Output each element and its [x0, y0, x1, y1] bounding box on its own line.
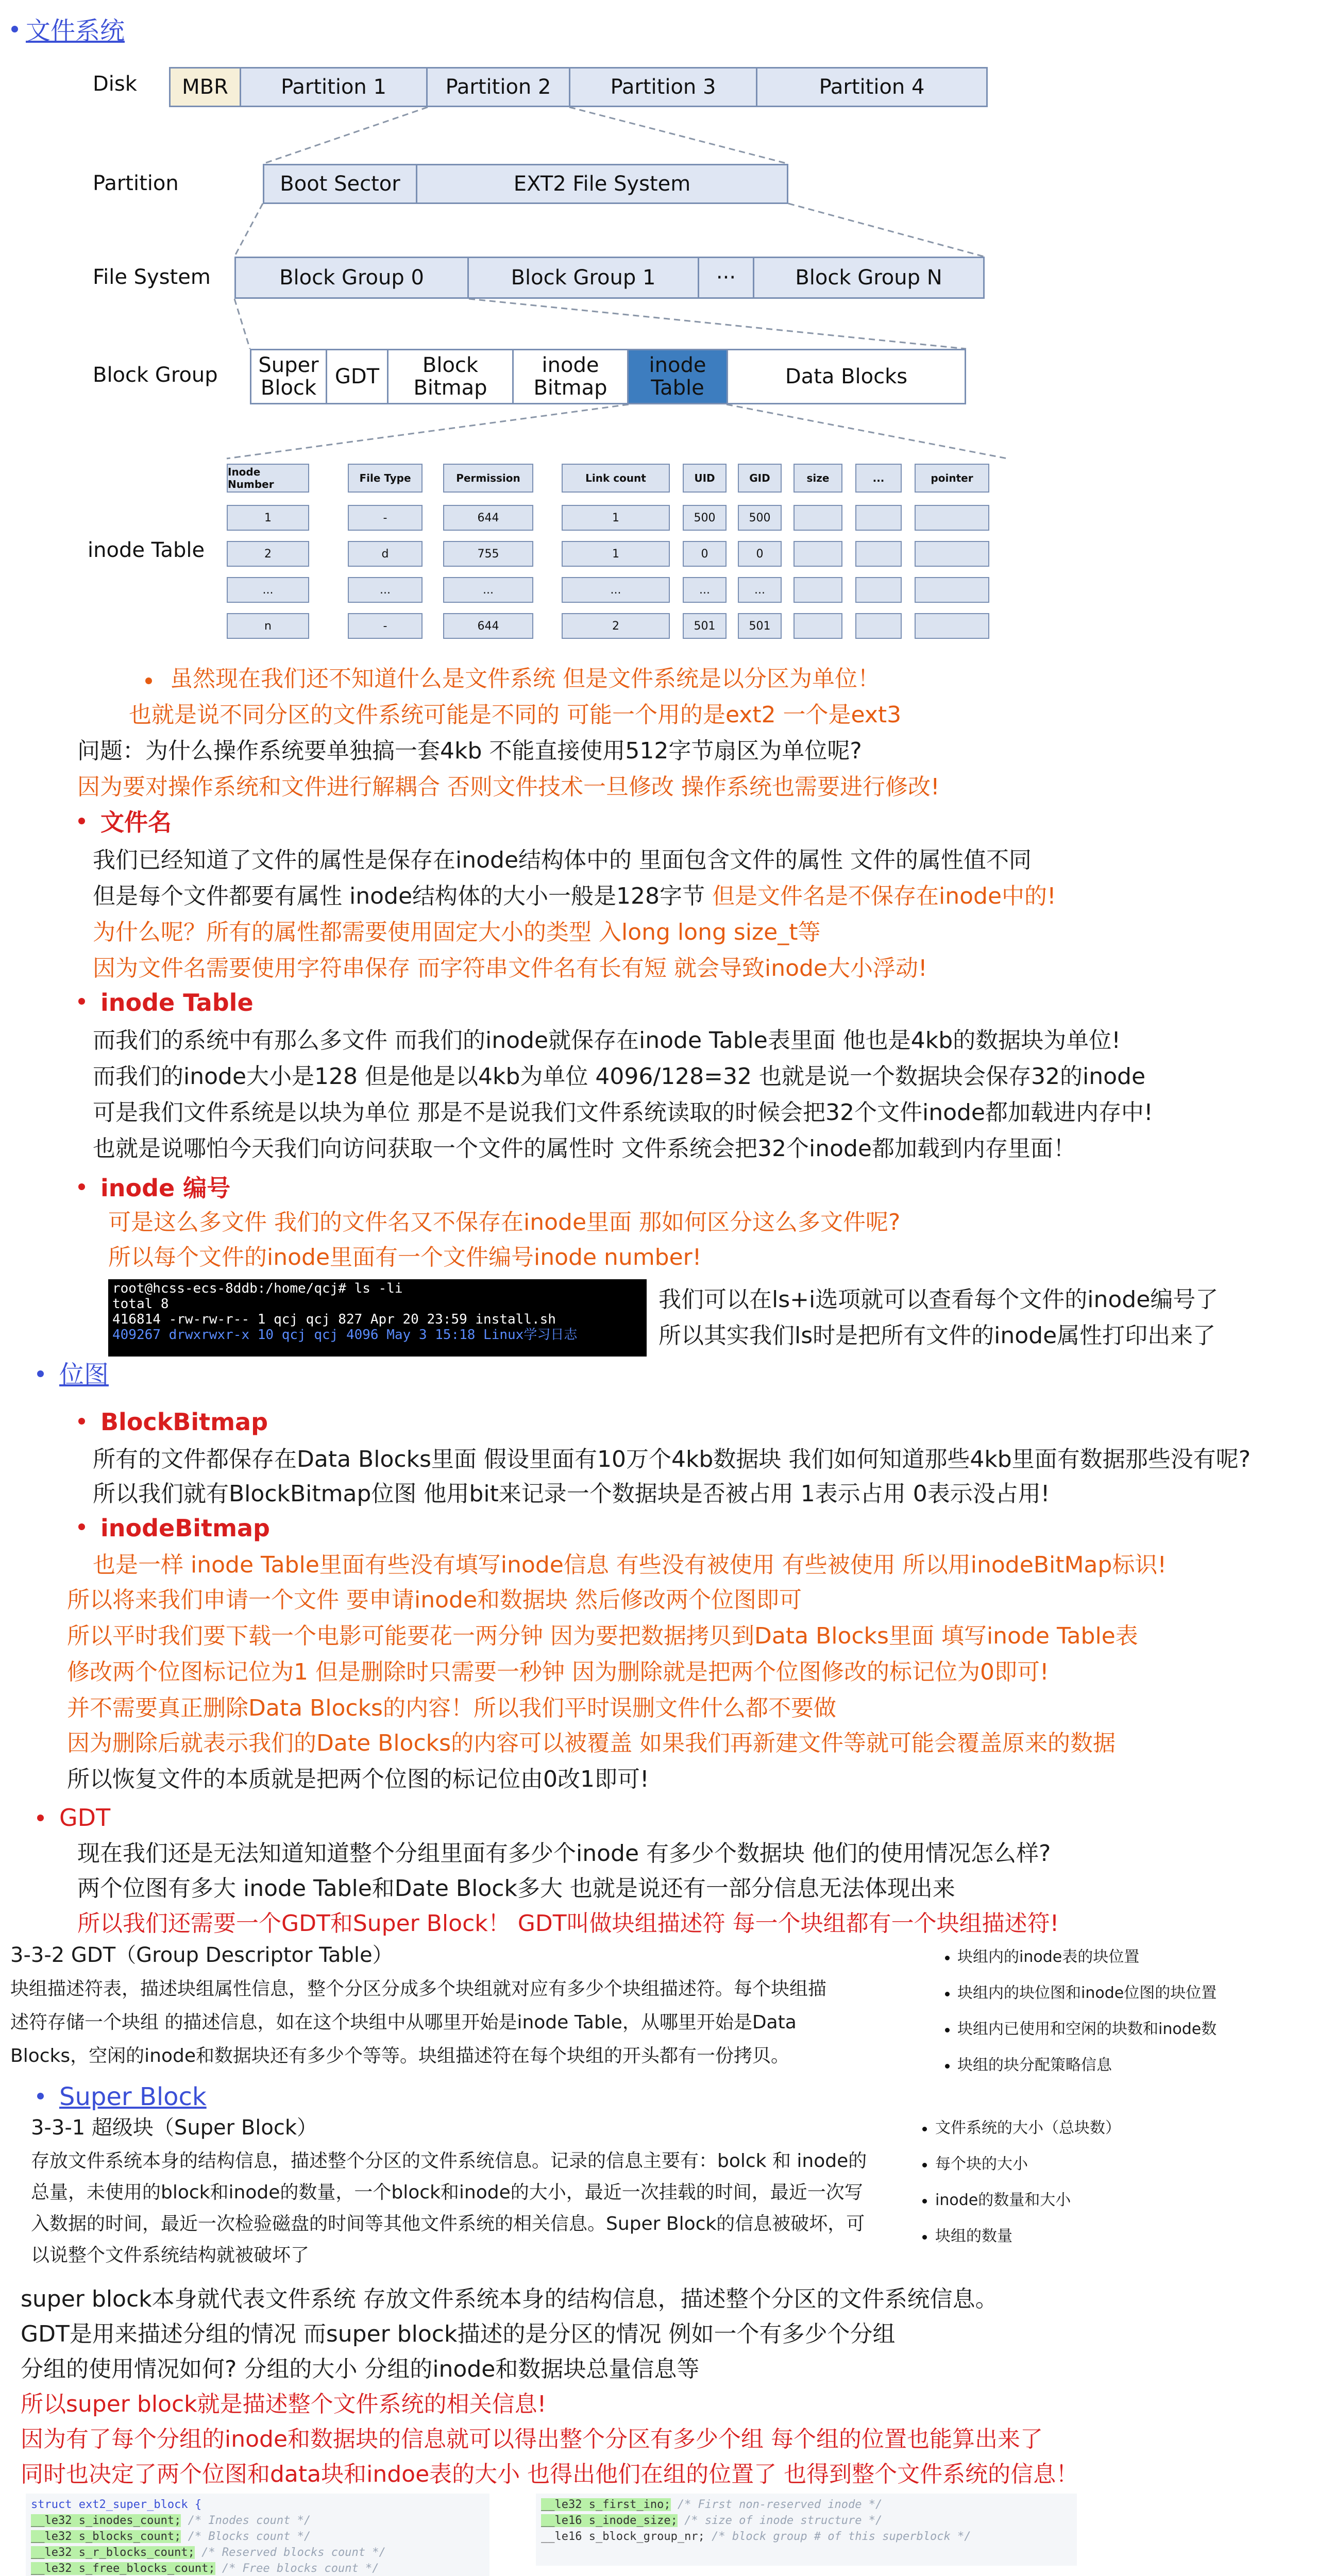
code-text: __le32 s_first_ino;	[541, 2498, 671, 2511]
bullet-dot	[145, 677, 152, 684]
partition-2-box: Partition 2	[426, 67, 570, 107]
heading-inode-number: inode 编号	[100, 1174, 231, 1202]
boot-sector-box: Boot Sector	[263, 164, 417, 204]
inode-table-cell: d	[348, 541, 423, 567]
text-line: 所以其实我们ls时是把所有文件的inode属性打印出来了	[658, 1323, 1216, 1349]
inode-table-cell: 500	[683, 505, 727, 531]
inode-table-cell	[915, 577, 989, 603]
text-line: 所有的文件都保存在Data Blocks里面 假设里面有10万个4kb数据块 我们如何知道那些4kb里面有数据那些没有呢?	[93, 1446, 1251, 1472]
col-header-permission: Permission	[443, 464, 533, 493]
inode-table-cell: n	[227, 613, 309, 639]
bullet-dot	[945, 1992, 950, 1996]
text-line: 并不需要真正删除Data Blocks的内容！所以我们平时误删文件什么都不要做	[67, 1695, 836, 1721]
bullet-dot	[922, 2235, 927, 2240]
inode-table-cell	[855, 577, 902, 603]
terminal-line: total 8	[112, 1296, 169, 1312]
code-line	[31, 2561, 484, 2576]
text-line: 所以我们还需要一个GDT和Super Block！ GDT叫做块组描述符 每一个块组都有一个块组描述符!	[77, 1910, 1059, 1937]
code-line	[31, 2529, 484, 2545]
heading-inode-bitmap: inodeBitmap	[100, 1514, 270, 1542]
label-disk: Disk	[93, 72, 137, 96]
code-text: struct ext2_super_block {	[31, 2498, 202, 2511]
inode-table-cell: 501	[683, 613, 727, 639]
bullet-dot	[945, 2028, 950, 2032]
block-group-1-box: Block Group 1	[467, 257, 699, 299]
code-line	[541, 2513, 1072, 2529]
bullet-dot	[922, 2163, 927, 2167]
inode-table-cell: 644	[443, 613, 533, 639]
inode-table-cell: 2	[227, 541, 309, 567]
inode-table-cell: 501	[738, 613, 782, 639]
text-span: 但是每个文件都要有属性 inode结构体的大小一般是128字节	[93, 883, 712, 909]
inode-table-cell: 2	[562, 613, 670, 639]
super-block-box: Super Block	[250, 349, 327, 404]
text-line: 所以super block就是描述整个文件系统的相关信息!	[21, 2391, 547, 2417]
inode-table-cell	[793, 541, 842, 567]
inode-table-cell: 0	[683, 541, 727, 567]
text-line: 而我们的系统中有那么多文件 而我们的inode就保存在inode Table表里面 他也是4kb的数据块为单位!	[93, 1027, 1121, 1054]
code-comment: /* First non-reserved inode */	[670, 2498, 883, 2511]
data-blocks-box: Data Blocks	[727, 349, 966, 404]
superblock-book-heading: 3-3-1 超级块（Super Block）	[31, 2116, 318, 2140]
inode-table-cell	[855, 505, 902, 531]
terminal-line: root@hcss-ecs-8ddb:/home/qcj# ls -li	[112, 1281, 403, 1296]
block-group-0-box: Block Group 0	[234, 257, 469, 299]
code-comment: /* size of inode structure */	[677, 2514, 883, 2527]
heading-inode-table: inode Table	[100, 989, 254, 1016]
gdt-book-heading: 3-3-2 GDT（Group Descriptor Table）	[10, 1943, 393, 1967]
gdt-book-text: Blocks，空闲的inode和数据块还有多少个等等。块组描述符在每个块组的开头都有一份拷贝。	[10, 2045, 789, 2066]
sb-note: 每个块的大小	[935, 2155, 1028, 2173]
inode-table-cell: 1	[227, 505, 309, 531]
mbr-box: MBR	[169, 67, 241, 107]
code-line	[541, 2529, 1072, 2545]
gdt-note: 块组的块分配策略信息	[957, 2056, 1112, 2074]
col-header-inode-number: Inode Number	[227, 464, 309, 493]
inode-table-cell	[793, 505, 842, 531]
code-text: __le32 s_r_blocks_count;	[31, 2546, 195, 2559]
inode-table-cell	[915, 613, 989, 639]
text-line: 因为有了每个分组的inode和数据块的信息就可以得出整个分区有多少个组 每个组的位置也能算出来了	[21, 2426, 1043, 2452]
col-header-gid: GID	[738, 464, 782, 493]
inode-table-cell	[855, 541, 902, 567]
inode-table-cell	[915, 541, 989, 567]
text-line: 而我们的inode大小是128 但是他是以4kb为单位 4096/128=32 也就是说一个数据块会保存32的inode	[93, 1063, 1146, 1090]
bullet-dot	[78, 998, 85, 1005]
sb-note: inode的数量和大小	[935, 2191, 1071, 2209]
text-line: 修改两个位图标记位为1 但是删除时只需要一秒钟 因为删除就是把两个位图修改的标记位为0即可!	[67, 1659, 1049, 1685]
code-text: __le16 s_inode_size;	[541, 2514, 678, 2527]
code-text: __le16 s_block_group_nr;	[541, 2530, 705, 2543]
superblock-book-text: 总量，未使用的block和inode的数量，一个block和inode的大小，最近一次挂载的时间，最近一次写	[31, 2182, 863, 2203]
gdt-book-text: 述符存储一个块组 的描述信息，如在这个块组中从哪里开始是inode Table，从哪里开始是Data	[10, 2012, 797, 2033]
text-line: 所以将来我们申请一个文件 要申请inode和数据块 然后修改两个位图即可	[67, 1587, 802, 1613]
bullet-dot	[922, 2127, 927, 2131]
code-line	[31, 2497, 484, 2513]
sb-note: 块组的数量	[935, 2227, 1012, 2245]
col-header-file-type: File Type	[348, 464, 423, 493]
inode-table-cell: ...	[683, 577, 727, 603]
code-line	[31, 2545, 484, 2561]
text-line: 也就是说哪怕今天我们向访问获取一个文件的属性时 文件系统会把32个inode都加载到内存里面！	[93, 1136, 1076, 1162]
inode-table-cell	[855, 613, 902, 639]
bullet-dot	[945, 2064, 950, 2069]
text-line: 我们已经知道了文件的属性是保存在inode结构体中的 里面包含文件的属性 文件的属性值不同	[93, 847, 1032, 873]
col-header-ellipsis: ...	[855, 464, 902, 493]
text-line: 问题：为什么操作系统要单独搞一套4kb 不能直接使用512字节扇区为单位呢?	[77, 738, 862, 764]
inode-table-cell	[793, 613, 842, 639]
section-title-filesystem[interactable]: 文件系统	[26, 16, 125, 45]
code-line	[541, 2497, 1072, 2513]
inode-table-cell: 0	[738, 541, 782, 567]
terminal-line: 416814 -rw-rw-r-- 1 qcj qcj 827 Apr 20 23:59 install.sh	[112, 1311, 556, 1327]
bullet-dot	[78, 1523, 85, 1530]
gdt-note: 块组内的块位图和inode位图的块位置	[957, 1984, 1217, 2002]
superblock-book-text: 存放文件系统本身的结构信息，描述整个分区的文件系统信息。记录的信息主要有：bolck 和 inode的	[31, 2150, 867, 2172]
bullet-dot	[37, 1370, 44, 1377]
text-line: GDT是用来描述分组的情况 而super block描述的是分区的情况 例如一个有多少个分组	[21, 2321, 896, 2347]
partition-1-box: Partition 1	[240, 67, 428, 107]
inode-bitmap-box: inode Bitmap	[512, 349, 629, 404]
code-text: __le32 s_free_blocks_count;	[31, 2562, 215, 2575]
code-comment: /* Free blocks count */	[215, 2562, 379, 2575]
code-line	[31, 2513, 484, 2529]
block-bitmap-box: Block Bitmap	[387, 349, 514, 404]
text-line: 也就是说不同分区的文件系统可能是不同的 可能一个用的是ext2 一个是ext3	[129, 702, 902, 728]
text-line: super block本身就代表文件系统 存放文件系统本身的结构信息，描述整个分区的文件系统信息。	[21, 2286, 998, 2312]
ext2-filesystem-box: EXT2 File System	[416, 164, 788, 204]
partition-3-box: Partition 3	[569, 67, 757, 107]
col-header-link-count: Link count	[562, 464, 670, 493]
partition-4-box: Partition 4	[756, 67, 988, 107]
section-title-super-block[interactable]: Super Block	[59, 2082, 207, 2111]
gdt-box: GDT	[326, 349, 389, 404]
text-line: 所以每个文件的inode里面有一个文件编号inode number!	[108, 1244, 702, 1270]
text-line: 也是一样 inode Table里面有些没有填写inode信息 有些没有被使用 有些被使用 所以用inodeBitMap标识!	[93, 1552, 1167, 1578]
code-comment: /* Blocks count */	[181, 2530, 311, 2543]
text-line: 为什么呢？所有的属性都需要使用固定大小的类型 入long long size_t等	[93, 919, 821, 945]
code-text: __le32 s_blocks_count;	[31, 2530, 181, 2543]
text-line: 分组的使用情况如何? 分组的大小 分组的inode和数据块总量信息等	[21, 2356, 700, 2382]
inode-table-cell: 644	[443, 505, 533, 531]
text-line: 现在我们还是无法知道知道整个分组里面有多少个inode 有多少个数据块 他们的使用情况怎么样?	[77, 1840, 1051, 1867]
text-line: 虽然现在我们还不知道什么是文件系统 但是文件系统是以分区为单位！	[170, 666, 880, 692]
code-comment: /* Reserved blocks count */	[194, 2546, 386, 2559]
superblock-book-text: 入数据的时间，最近一次检验磁盘的时间等其他文件系统的相关信息。Super Block的信息被破坏，可	[31, 2213, 865, 2234]
gdt-book-text: 块组描述符表，描述块组属性信息，整个分区分成多个块组就对应有多少个块组描述符。每个块组描	[10, 1978, 827, 1999]
sb-note: 文件系统的大小（总块数）	[935, 2119, 1121, 2137]
superblock-book-text: 以说整个文件系统结构就被破坏了	[31, 2245, 310, 2266]
terminal-line: 409267 drwxrwxr-x 10 qcj qcj 4096 May 3 15:18 Linux学习日志	[112, 1327, 578, 1343]
label-file-system: File System	[93, 265, 211, 289]
text-line: 我们可以在ls+i选项就可以查看每个文件的inode编号了	[658, 1286, 1219, 1313]
inode-table-cell: 1	[562, 541, 670, 567]
label-inode-table: inode Table	[88, 538, 205, 562]
code-comment: /* block group # of this superblock */	[704, 2530, 971, 2543]
inode-table-cell: 1	[562, 505, 670, 531]
text-line: 两个位图有多大 inode Table和Date Block多大 也就是说还有一部分信息无法体现出来	[77, 1875, 955, 1902]
gdt-note: 块组内已使用和空闲的块数和inode数	[957, 2020, 1217, 2038]
bullet-dot	[78, 1418, 85, 1425]
code-text: __le32 s_inodes_count;	[31, 2514, 181, 2527]
block-group-ellipsis-box: ···	[698, 257, 754, 299]
superblock-struct-code-2	[536, 2494, 1077, 2566]
ext2-diagram	[0, 0, 1334, 670]
inode-table-cell: ...	[348, 577, 423, 603]
inode-table-cell: ...	[562, 577, 670, 603]
inode-table-cell: -	[348, 613, 423, 639]
text-line-mixed	[93, 882, 1056, 910]
text-line: 同时也决定了两个位图和data块和indoe表的大小 也得出他们在组的位置了 也得到整个文件系统的信息！	[21, 2461, 1079, 2487]
inode-table-cell: 755	[443, 541, 533, 567]
bullet-dot	[37, 1815, 44, 1821]
text-line: 因为要对操作系统和文件进行解耦合 否则文件技术一旦修改 操作系统也需要进行修改!	[77, 774, 940, 800]
text-span: 但是文件名是不保存在inode中的!	[712, 883, 1056, 909]
heading-gdt: GDT	[59, 1804, 111, 1832]
superblock-struct-code	[26, 2494, 489, 2576]
col-header-uid: UID	[683, 464, 727, 493]
inode-table-cell: 500	[738, 505, 782, 531]
inode-table-cell: ...	[443, 577, 533, 603]
inode-table-cell	[793, 577, 842, 603]
label-block-group: Block Group	[93, 363, 218, 387]
code-comment: /* Inodes count */	[181, 2514, 311, 2527]
bullet-dot	[922, 2199, 927, 2204]
bullet-dot	[37, 2093, 44, 2099]
inode-table-cell: ...	[738, 577, 782, 603]
text-line: 所以恢复文件的本质就是把两个位图的标记位由0改1即可!	[67, 1766, 649, 1792]
heading-block-bitmap: BlockBitmap	[100, 1408, 268, 1436]
terminal-screenshot	[108, 1279, 647, 1357]
text-line: 可是这么多文件 我们的文件名又不保存在inode里面 那如何区分这么多文件呢?	[108, 1209, 901, 1235]
text-line: 所以平时我们要下载一个电影可能要花一两分钟 因为要把数据拷贝到Data Blocks里面 填写inode Table表	[67, 1623, 1138, 1649]
inode-table-box: inode Table	[627, 349, 728, 404]
col-header-pointer: pointer	[915, 464, 989, 493]
bullet-dot	[78, 818, 85, 824]
heading-filename: 文件名	[100, 808, 172, 836]
label-partition: Partition	[93, 172, 179, 195]
text-line: 因为文件名需要使用字符串保存 而字符串文件名有长有短 就会导致inode大小浮动!	[93, 955, 927, 981]
bullet-dot	[945, 1956, 950, 1960]
text-line: 所以我们就有BlockBitmap位图 他用bit来记录一个数据块是否被占用 1表示占用 0表示没占用!	[93, 1481, 1050, 1507]
text-line: 因为删除后就表示我们的Date Blocks的内容可以被覆盖 如果我们再新建文件等就可能会覆盖原来的数据	[67, 1730, 1116, 1756]
text-line: 可是我们文件系统是以块为单位 那是不是说我们文件系统读取的时候会把32个文件inode都加载进内存中!	[93, 1099, 1153, 1126]
block-group-n-box: Block Group N	[753, 257, 985, 299]
inode-table-cell: ...	[227, 577, 309, 603]
inode-table-cell: -	[348, 505, 423, 531]
inode-table-cell	[915, 505, 989, 531]
col-header-size: size	[793, 464, 842, 493]
bullet-dot	[78, 1183, 85, 1190]
section-title-bitmap[interactable]: 位图	[59, 1360, 109, 1389]
gdt-note: 块组内的inode表的块位置	[957, 1948, 1140, 1966]
